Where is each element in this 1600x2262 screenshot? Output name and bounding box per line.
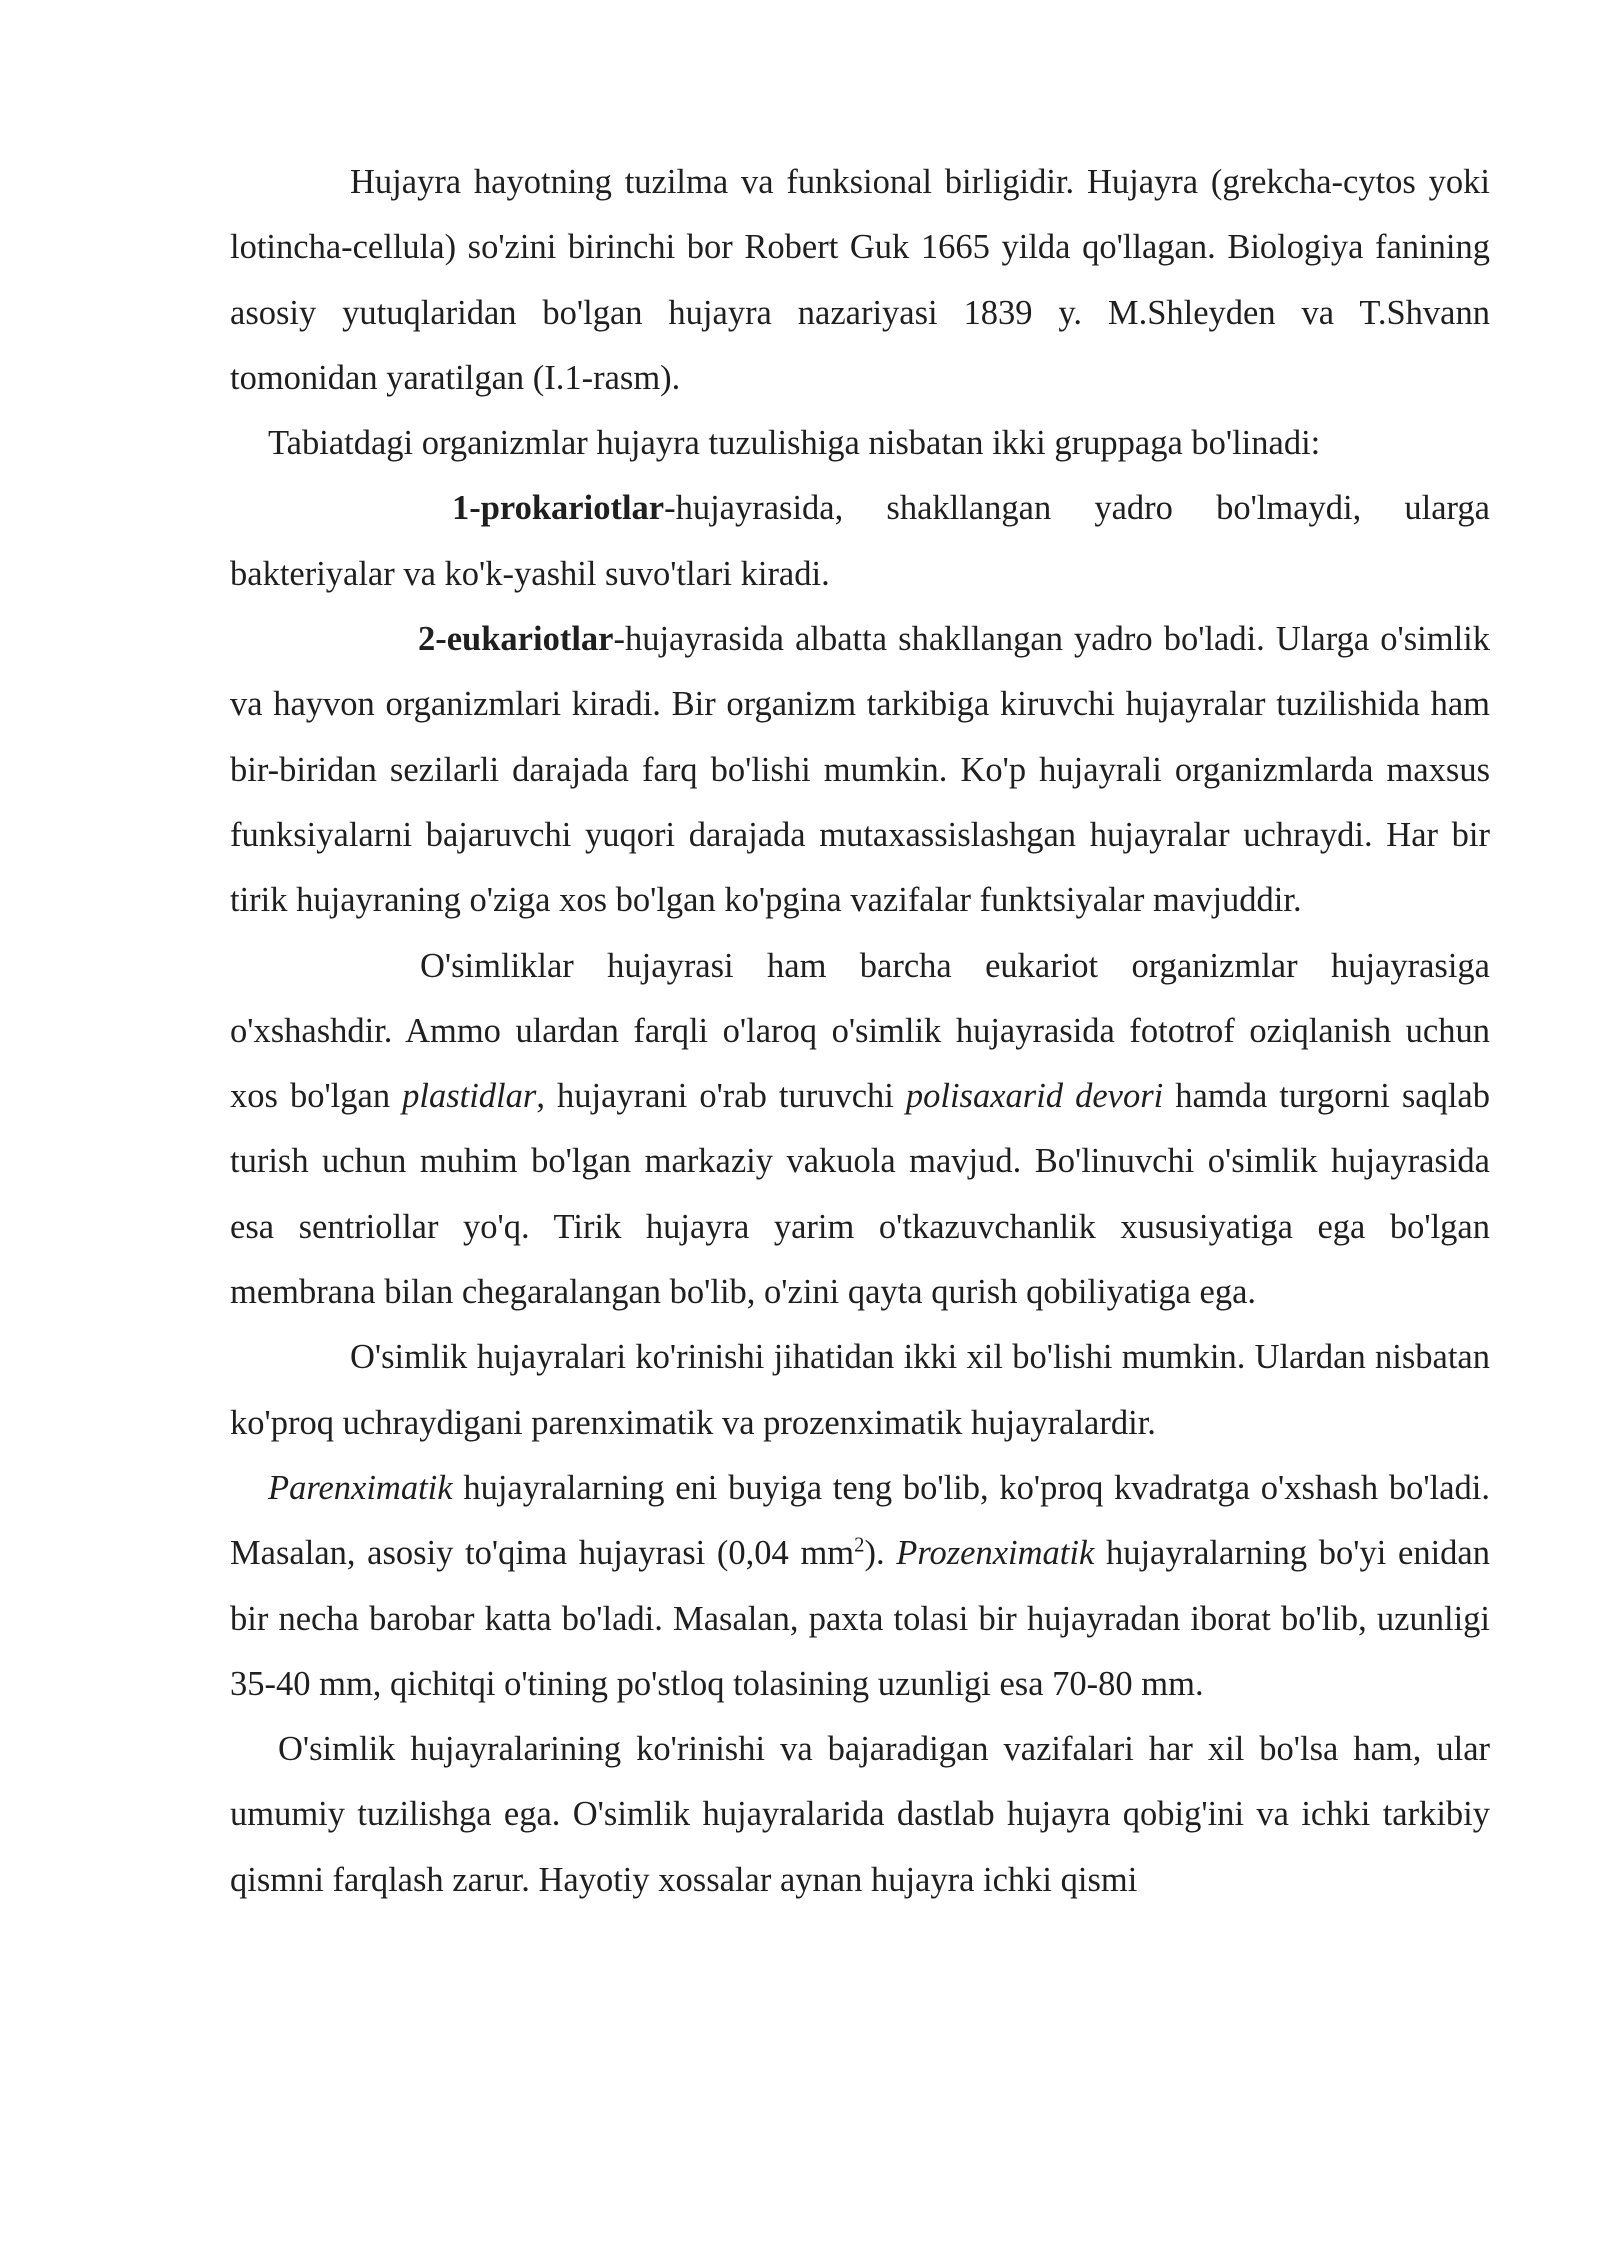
- paragraph-organism-groups: Tabiatdagi organizmlar hujayra tuzulishiga nisbatan ikki gruppaga bo'linadi:: [268, 424, 1321, 463]
- term-parenchymatic: Parenximatik: [268, 1468, 453, 1507]
- plant-cell-text-a: O'simliklar hujayrasi ham barcha eukariot organizmlar hujayrasiga o'xshashdir. Ammo ulardan farqli o'laroq o'simlik hujayrasida fototrof oziqlanish uchun xos bo'lgan: [230, 946, 1490, 1116]
- document-page: [230, 150, 1490, 1913]
- paragraph-eukaryotes: [230, 607, 1490, 933]
- paragraph-cell-structure: O'simlik hujayralarining ko'rinishi va bajaradigan vazifalari har xil bo'lsa ham, ular umumiy tuzilishga ega. O'simlik hujayralarida dastlab hujayra qobig'ini va ichki tarkibiy qismni farqlash zarur. Hayotiy xossalar aynan hujayra ichki qismi: [230, 1730, 1490, 1899]
- parenchyma-text-a: hujayralarning eni buyiga teng bo'lib, ko'proq kvadratga o'xshash bo'ladi. Masalan, asosiy to'qima hujayrasi (0,04 mm: [230, 1468, 1490, 1573]
- paragraph-parenchyma-prosenchyma: [230, 1456, 1490, 1717]
- plant-cell-text-c: hamda turgorni saqlab turish uchun muhim bo'lgan markaziy vakuola mavjud. Bo'linuvchi o'simlik hujayrasida esa sentriollar yo'q. Tirik hujayra yarim o'tkazuvchanlik xususiyatiga ega bo'lgan membrana bilan chegaralangan bo'lib, o'zini qayta qurish qobiliyatiga ega.: [230, 1077, 1490, 1312]
- prokaryotes-description: -hujayrasida, shakllangan yadro bo'lmaydi, ularga bakteriyalar va ko'k-yashil suvo'tlari kiradi.: [230, 489, 1490, 593]
- paragraph-plant-cell: [230, 934, 1490, 1326]
- paragraph-cell-definition: Hujayra hayotning tuzilma va funksional birligidir. Hujayra (grekcha-cytos yoki lotincha-cellula) so'zini birinchi bor Robert Guk 1665 yilda qo'llagan. Biologiya fanining asosiy yutuqlaridan bo'lgan hujayra nazariyasi 1839 y. M.Shleyden va T.Shvann tomonidan yaratilgan (I.1-rasm).: [230, 163, 1490, 397]
- term-prosenchymatic: Prozenximatik: [896, 1534, 1095, 1573]
- prosenchyma-text-c: hujayralarning bo'yi enidan bir necha barobar katta bo'ladi. Masalan, paxta tolasi bir hujayradan iborat bo'lib, uzunligi 35-40 mm, qichitqi o'tining po'stloq tolasining uzunligi esa 70-80 mm.: [230, 1534, 1490, 1703]
- term-plastids: plastidlar: [402, 1077, 537, 1116]
- paragraph-prokaryotes: [230, 476, 1490, 607]
- paragraph-cell-types: O'simlik hujayralari ko'rinishi jihatidan ikki xil bo'lishi mumkin. Ulardan nisbatan ko'proq uchraydigani parenximatik va prozenximatik hujayralardir.: [230, 1338, 1490, 1442]
- parenchyma-text-b: ).: [864, 1534, 897, 1573]
- plant-cell-text-b: , hujayrani o'rab turuvchi: [536, 1077, 906, 1116]
- eukaryotes-description: -hujayrasida albatta shakllangan yadro bo'ladi. Ularga o'simlik va hayvon organizmlari kiradi. Bir organizm tarkibiga kiruvchi hujayralar tuzilishida ham bir-biridan sezilarli darajada farq bo'lishi mumkin. Ko'p hujayrali organizmlarda maxsus funksiyalarni bajaruvchi yuqori darajada mutaxassislashgan hujayralar uchraydi. Har bir tirik hujayraning o'ziga xos bo'lgan ko'pgina vazifalar funktsiyalar mavjuddir.: [230, 620, 1490, 920]
- term-polysaccharide-wall: polisaxarid devori: [905, 1077, 1164, 1116]
- term-eukaryotes: 2-eukariotlar: [418, 620, 614, 659]
- superscript-2: 2: [854, 1534, 865, 1557]
- term-prokaryotes: 1-prokariotlar: [452, 489, 665, 528]
